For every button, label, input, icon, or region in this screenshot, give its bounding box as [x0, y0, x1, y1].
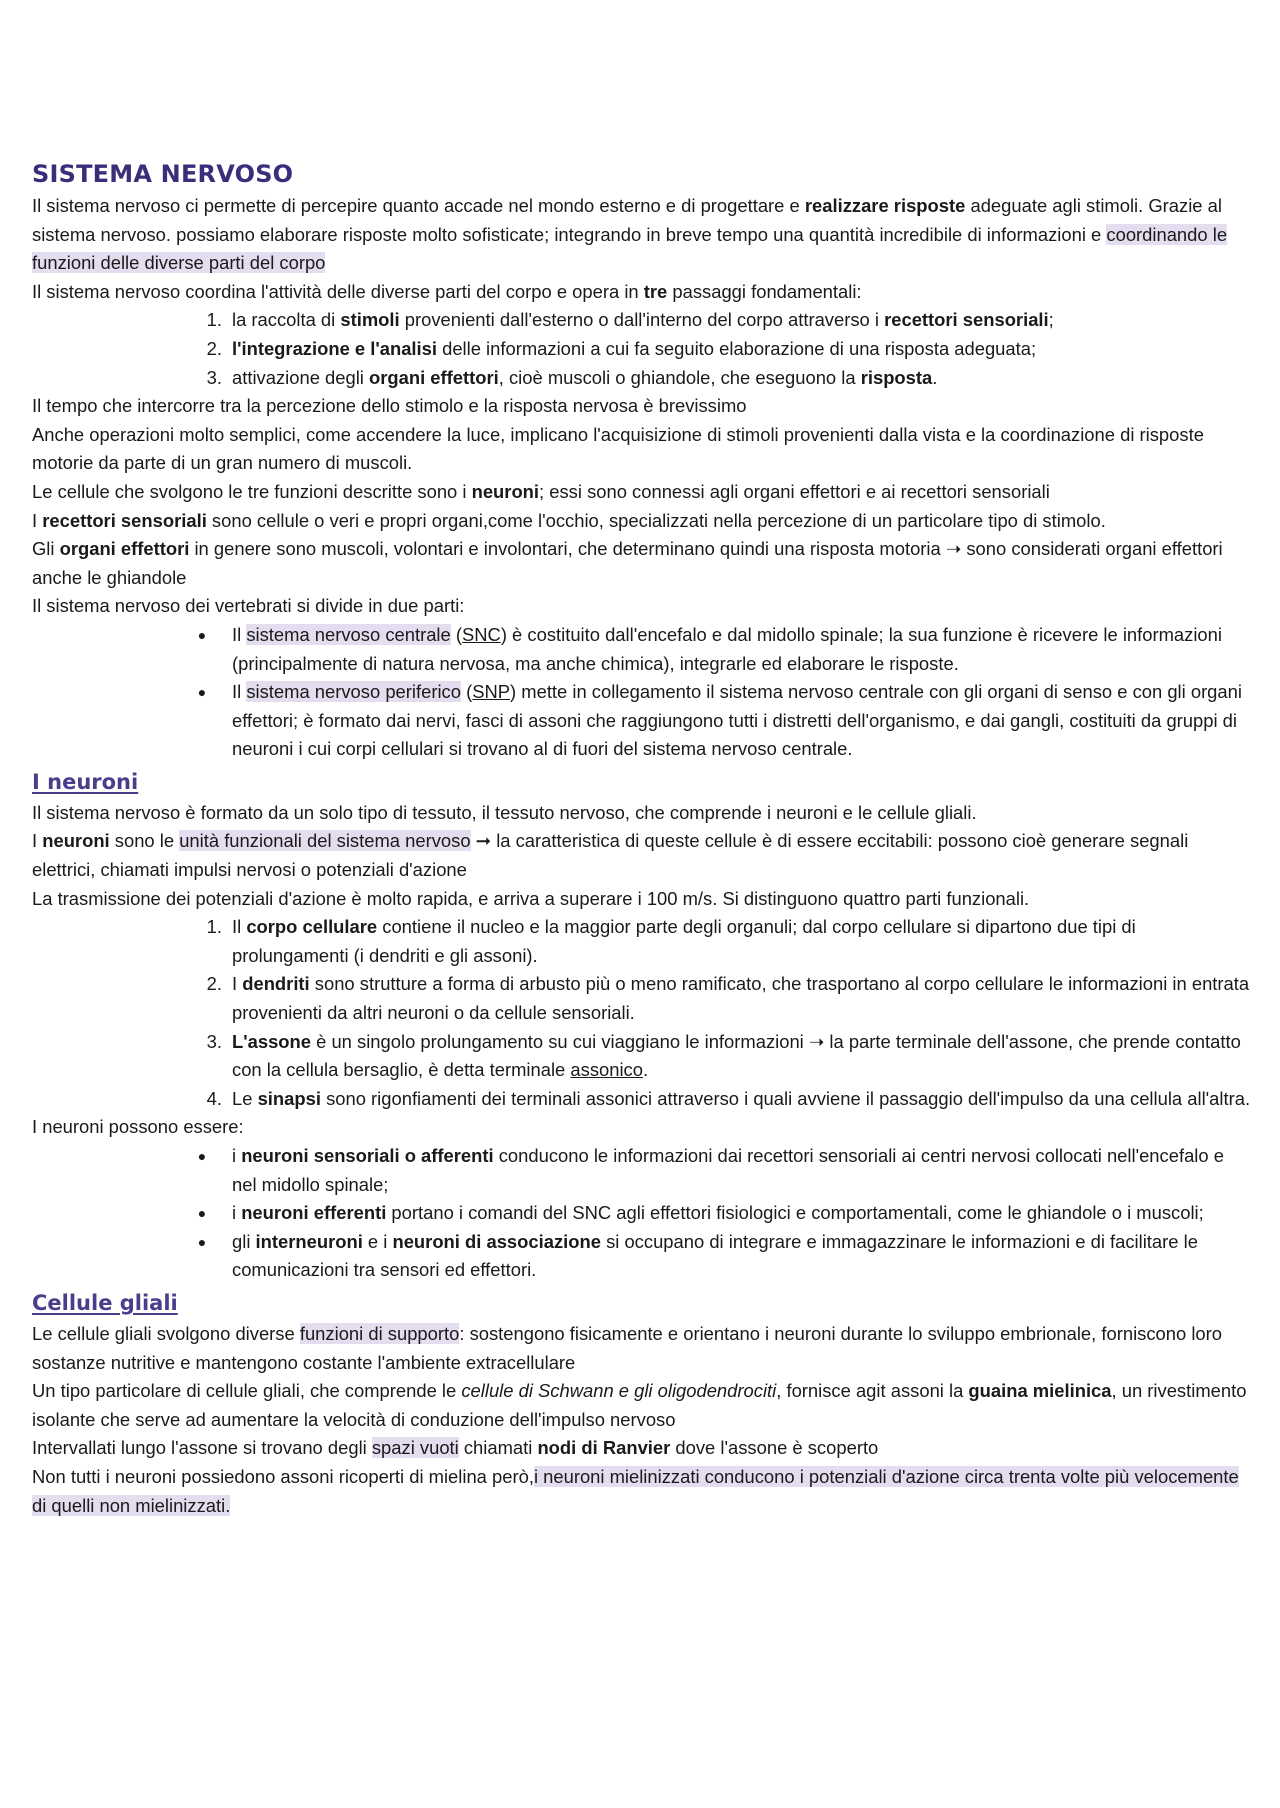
list-number: 3. — [206, 1030, 222, 1052]
bold-text: neuroni efferenti — [241, 1202, 387, 1224]
document-page — [32, 156, 1252, 1520]
text: Le — [232, 1087, 258, 1109]
paragraph — [32, 1377, 1252, 1434]
text: dove l'assone è scoperto — [670, 1437, 879, 1459]
text: conducono le informazioni dai recettori sensoriali ai centri nervosi collocati nell'encefalo e nel midollo spinale; — [232, 1145, 1224, 1195]
bold-text: risposta — [860, 366, 933, 388]
text: i — [232, 1145, 242, 1166]
bullet-icon: ● — [197, 1205, 207, 1222]
text: la raccolta di — [232, 309, 341, 331]
list-item — [32, 335, 1252, 364]
list-number: 1. — [206, 309, 222, 331]
underlined-text: assonico — [570, 1059, 643, 1081]
italic-text: cellule di Schwann e gli oligodendrociti — [461, 1380, 777, 1402]
list-item — [32, 1085, 1252, 1114]
bold-text: neuroni — [471, 480, 540, 502]
text: sono strutture a forma di arbusto più o meno ramificato, che trasportano al corpo cellulare le informazioni in entrata provenienti da altri neuroni o da cellule sensoriali. — [232, 973, 1250, 1024]
bold-text: l'integrazione e l'analisi — [232, 337, 437, 359]
section-heading-cellule-gliali: Cellule gliali — [32, 1290, 178, 1315]
text: Il sistema nervoso ci permette di percepire quanto accade nel mondo esterno e di progettare e — [32, 195, 805, 216]
neuron-types-list — [32, 1142, 1252, 1285]
list-number: 2. — [206, 973, 222, 995]
text: adeguate agli stimoli. Grazie al sistema nervoso. possiamo elaborare risposte molto sofisticate; integrando in breve tempo una quantità incredibile di informazioni e — [32, 195, 1222, 245]
bold-text: guaina mielinica — [968, 1380, 1112, 1402]
bold-text: recettori sensoriali — [884, 309, 1049, 331]
text: passaggi fondamentali: — [667, 280, 862, 302]
text: Non tutti i neuroni possiedono assoni ricoperti di mielina però, — [32, 1465, 534, 1487]
list-item — [32, 913, 1252, 970]
text: ( — [450, 623, 462, 645]
text: Il — [232, 681, 247, 703]
text: Un tipo particolare di cellule gliali, che comprende le — [32, 1380, 462, 1402]
bullet-icon: ● — [197, 684, 207, 701]
list-number: 4. — [206, 1087, 222, 1109]
text: i — [232, 1202, 242, 1224]
intro-paragraph-2 — [32, 278, 1252, 307]
text: portano i comandi del SNC agli effettori fisiologici e comportamentali, come le ghiandole o i muscoli; — [386, 1202, 1204, 1224]
bold-text: sinapsi — [257, 1087, 321, 1109]
underlined-text: SNP — [472, 681, 511, 703]
bold-text: neuroni sensoriali o afferenti — [241, 1145, 494, 1166]
text: Le cellule gliali svolgono diverse — [32, 1322, 300, 1344]
neuron-parts-list — [32, 913, 1252, 1113]
paragraph — [32, 827, 1252, 884]
paragraph — [32, 478, 1252, 507]
bold-text: organi effettori — [369, 366, 499, 388]
list-item — [32, 970, 1252, 1027]
paragraph — [32, 1463, 1252, 1520]
parts-list — [32, 621, 1252, 764]
text: I — [32, 830, 43, 852]
bold-text: L'assone — [232, 1030, 311, 1052]
bold-text: neuroni di associazione — [392, 1230, 601, 1252]
paragraph — [32, 535, 1252, 592]
paragraph — [32, 1434, 1252, 1463]
paragraph: La trasmissione dei potenziali d'azione è molto rapida, e arriva a superare i 100 m/s. Si distinguono quattro parti funzionali. — [32, 887, 1030, 909]
list-item — [32, 678, 1252, 764]
text: Intervallati lungo l'assone si trovano degli — [32, 1437, 372, 1459]
text: Le cellule che svolgono le tre funzioni descritte sono i — [32, 480, 472, 502]
text: gli — [232, 1230, 256, 1252]
text: , cioè muscoli o ghiandole, che eseguono la — [498, 366, 861, 388]
text: si occupano di integrare e immagazzinare le informazioni e di facilitare le comunicazioni tra sensori ed effettori. — [232, 1230, 1198, 1281]
text: ➞ la caratteristica di queste cellule è di essere eccitabili: possono cioè generare segnali elettrici, chiamati impulsi nervosi o potenziali d'azione — [32, 830, 1189, 881]
text: Gli — [32, 538, 60, 560]
list-number: 1. — [206, 916, 222, 938]
bold-text: organi effettori — [59, 538, 190, 560]
highlighted-text: i neuroni mielinizzati conducono i potenziali d'azione circa trenta volte più velocemente di quelli non mielinizzati. — [32, 1465, 1239, 1516]
text: Il sistema nervoso coordina l'attività delle diverse parti del corpo e opera in — [32, 280, 644, 302]
list-item — [32, 364, 1252, 393]
text: è un singolo prolungamento su cui viaggiano le informazioni ➝ la parte terminale dell'assone, che prende contatto con la cellula bersaglio, è detta terminale — [232, 1030, 1241, 1081]
text: , un rivestimento isolante che serve ad aumentare la velocità di conduzione dell'impulso nervoso — [32, 1380, 1247, 1430]
list-item — [32, 1142, 1252, 1199]
steps-list — [32, 306, 1252, 392]
list-item — [32, 1199, 1252, 1228]
highlighted-text: spazi vuoti — [371, 1437, 459, 1459]
bold-text: tre — [643, 280, 668, 302]
bold-text: nodi di Ranvier — [537, 1437, 671, 1459]
bullet-icon: ● — [197, 626, 207, 643]
text: ) è costituito dall'encefalo e dal midollo spinale; la sua funzione è ricevere le informazioni (principalmente di natura nervosa, ma anche chimica), integrarle ed elaborare le risposte. — [232, 623, 1222, 674]
paragraph: Il sistema nervoso è formato da un solo tipo di tessuto, il tessuto nervoso, che comprende i neuroni e le cellule gliali. — [32, 801, 977, 823]
bold-text: recettori sensoriali — [42, 509, 207, 531]
underlined-text: SNC — [461, 623, 501, 645]
highlighted-text: unità funzionali del sistema nervoso — [179, 830, 471, 852]
list-item — [32, 1228, 1252, 1285]
text: Il — [232, 623, 247, 645]
list-item — [32, 1028, 1252, 1085]
paragraph: Il sistema nervoso dei vertebrati si divide in due parti: — [32, 595, 465, 617]
highlighted-text: funzioni di supporto — [299, 1322, 460, 1344]
list-number: 3. — [206, 366, 222, 388]
text: contiene il nucleo e la maggior parte degli organuli; dal corpo cellulare si dipartono due tipi di prolungamenti (i dendriti e gli assoni). — [232, 916, 1136, 966]
text: : sostengono fisicamente e orientano i neuroni durante lo sviluppo embrionale, forniscono loro sostanze nutritive e mantengono costante l'ambiente extracellulare — [32, 1322, 1222, 1373]
bullet-icon: ● — [197, 1233, 207, 1250]
bold-text: realizzare risposte — [804, 195, 966, 216]
text: chiamati — [458, 1437, 538, 1459]
highlighted-text: sistema nervoso centrale — [246, 623, 451, 645]
section-heading-neuroni: I neuroni — [32, 769, 139, 794]
highlighted-text: coordinando le funzioni delle diverse parti del corpo — [32, 223, 1228, 274]
page-title: SISTEMA NERVOSO — [32, 160, 294, 188]
bold-text: dendriti — [242, 973, 310, 995]
text: . — [642, 1059, 649, 1081]
paragraph: Il tempo che intercorre tra la percezione dello stimolo e la risposta nervosa è brevissimo — [32, 395, 747, 417]
text: sono cellule o veri e propri organi,come l'occhio, specializzati nella percezione di un particolare tipo di stimolo. — [206, 509, 1106, 531]
paragraph — [32, 1320, 1252, 1377]
list-item — [32, 306, 1252, 335]
text: in genere sono muscoli, volontari e involontari, che determinano quindi una risposta motoria ➝ sono considerati organi effettori anche le ghiandole — [32, 538, 1223, 588]
text: I — [232, 973, 243, 995]
text: e i — [362, 1230, 393, 1252]
text: Il — [232, 916, 247, 938]
text: . — [932, 366, 938, 388]
list-item — [32, 621, 1252, 678]
text: , fornisce agit assoni la — [776, 1380, 969, 1402]
list-number: 2. — [206, 337, 222, 359]
bullet-icon: ● — [197, 1148, 207, 1164]
text: sono le — [109, 830, 180, 852]
paragraph: I neuroni possono essere: — [32, 1116, 244, 1138]
text: attivazione degli — [232, 366, 369, 388]
text: I — [32, 509, 43, 531]
bold-text: neuroni — [42, 830, 110, 852]
text: provenienti dall'esterno o dall'interno del corpo attraverso i — [399, 309, 885, 331]
text: sono rigonfiamenti dei terminali assonici attraverso i quali avviene il passaggio dell'impulso da una cellula all'altra. — [320, 1087, 1251, 1109]
bold-text: corpo cellulare — [246, 916, 378, 938]
text: ; essi sono connessi agli organi effettori e ai recettori sensoriali — [539, 480, 1050, 502]
bold-text: stimoli — [340, 309, 400, 331]
paragraph — [32, 507, 1252, 536]
paragraph: Anche operazioni molto semplici, come accendere la luce, implicano l'acquisizione di stimoli provenienti dalla vista e la coordinazione di risposte motorie da parte di un gran numero di muscoli. — [32, 423, 1204, 474]
text: delle informazioni a cui fa seguito elaborazione di una risposta adeguata; — [436, 337, 1037, 359]
text: ( — [460, 681, 473, 703]
text: ) mette in collegamento il sistema nervoso centrale con gli organi di senso e con gli organi effettori; è formato dai nervi, fasci di assoni che raggiungono tutti i distretti dell'organismo, e dai gangli, costituiti da gruppi di neuroni i cui corpi cellulari si trovano al di fuori del sistema nervoso centrale. — [232, 681, 1242, 760]
text: ; — [1048, 309, 1054, 331]
bold-text: interneuroni — [255, 1230, 363, 1252]
highlighted-text: sistema nervoso periferico — [246, 681, 461, 703]
intro-paragraph — [32, 192, 1252, 278]
